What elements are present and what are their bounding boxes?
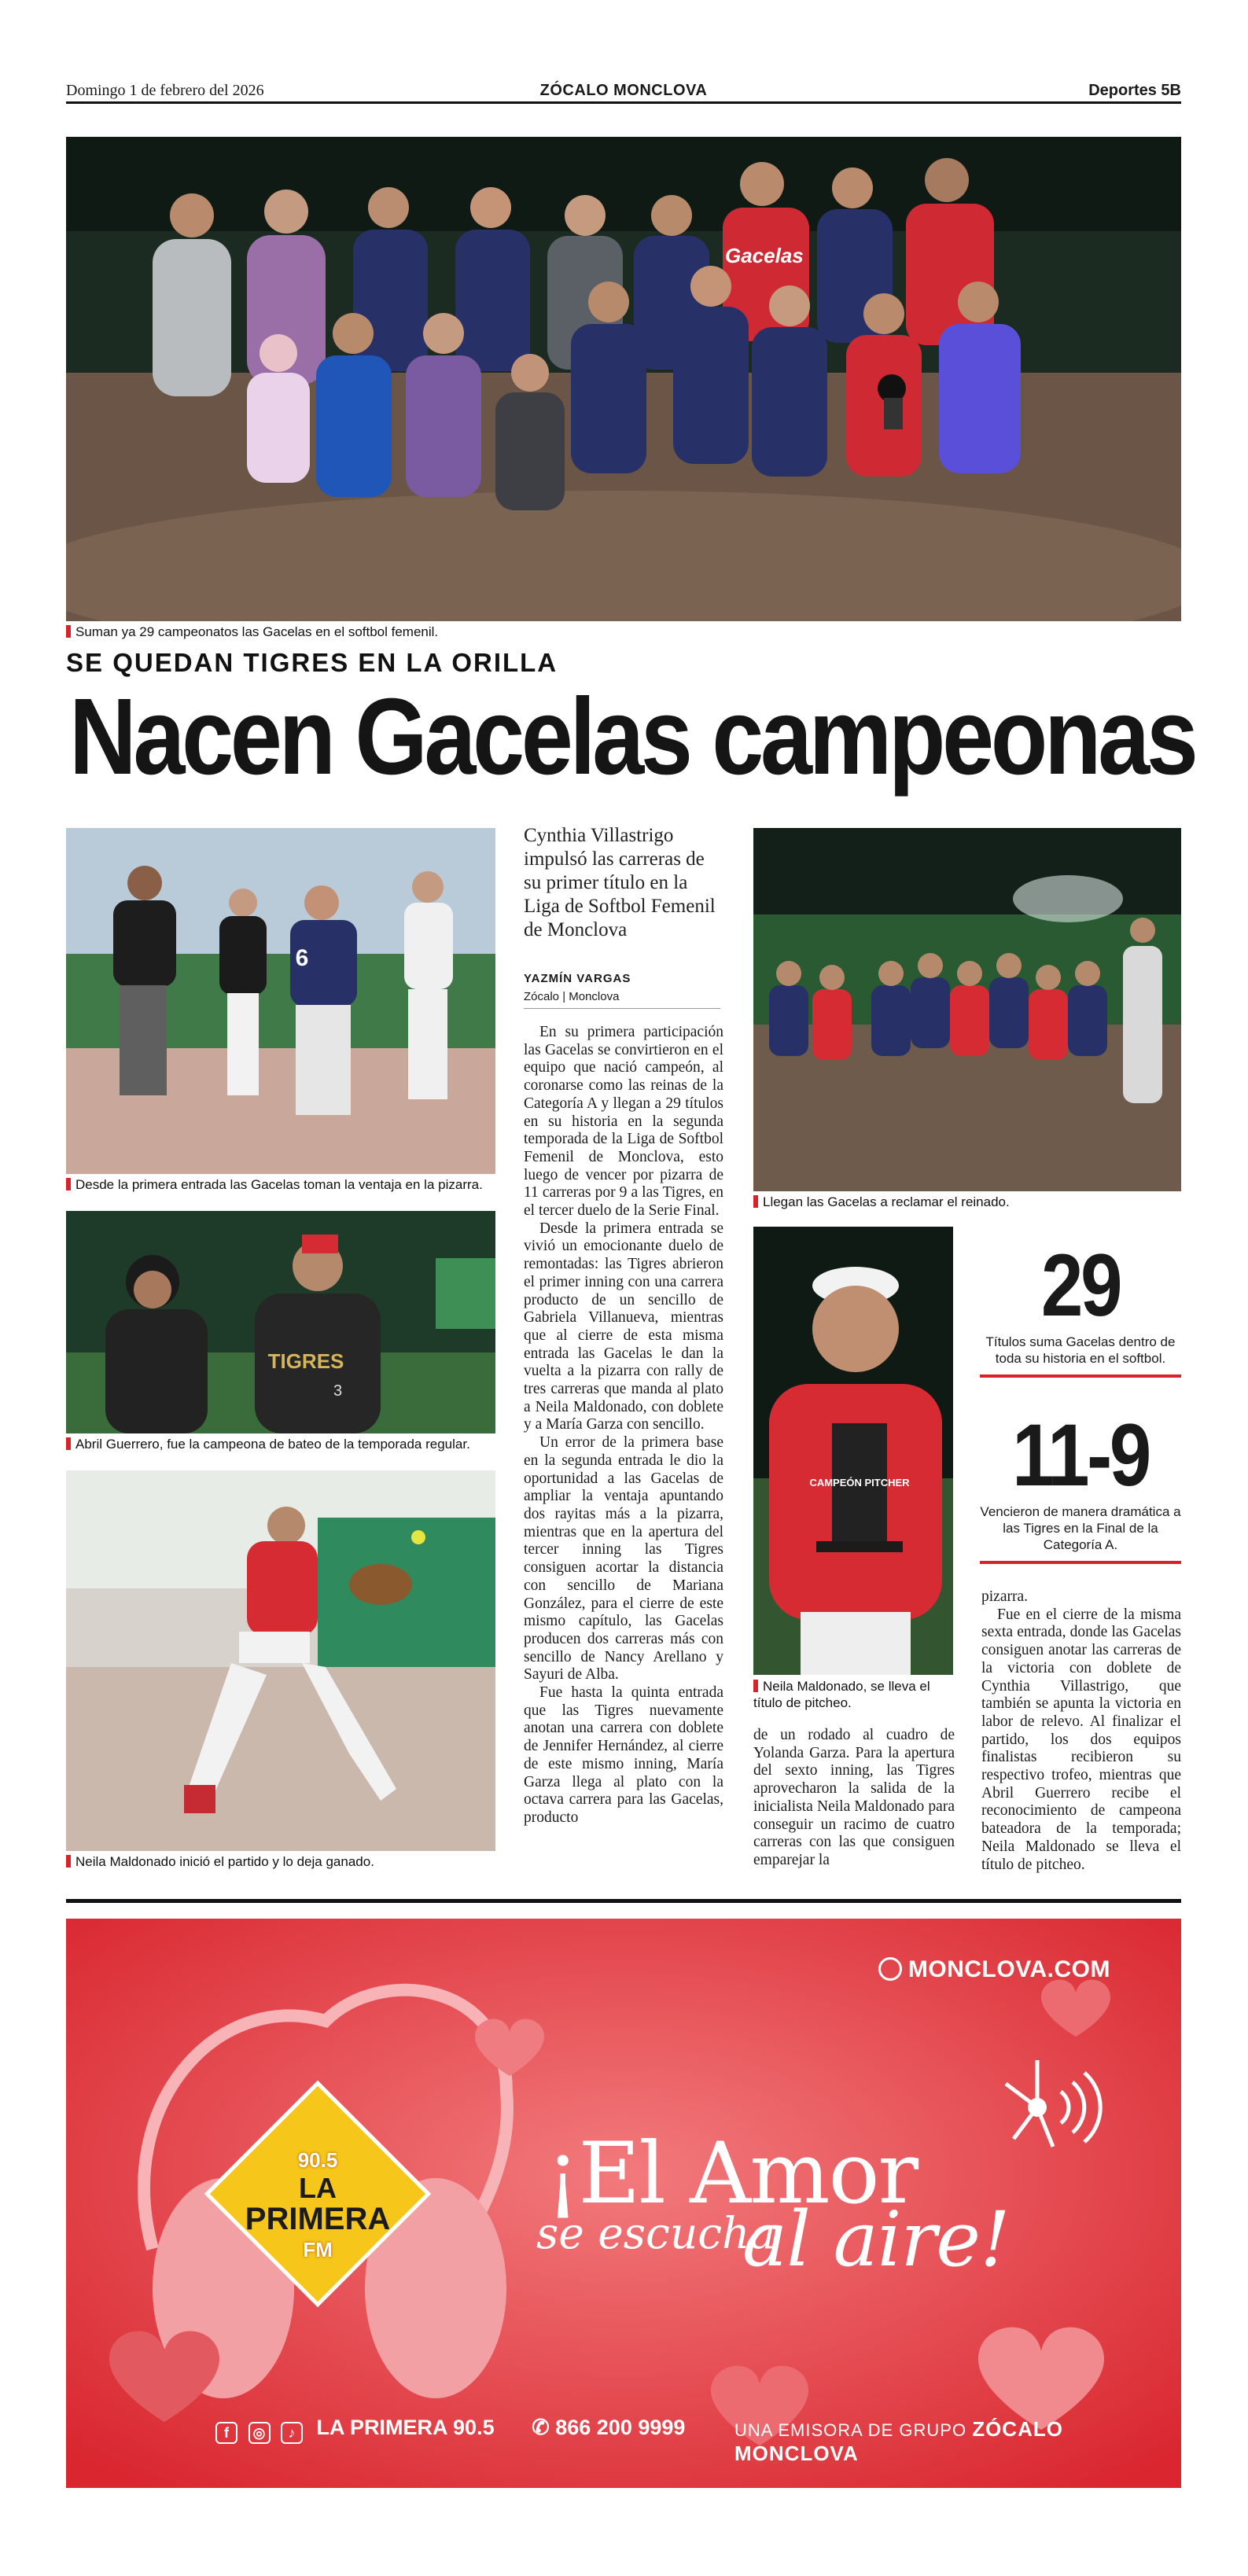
photo-neila-trophy	[753, 1227, 953, 1675]
body-paragraph: Desde la primera entrada se vivió un emocionante duelo de remontadas: las Tigres abrieron el primer inning con una carrera producto de un sencillo de Gabriela Villanueva, mientras que al cierre de esta misma entrada las Gacelas le dan la vuelta a la pizarra con rally de tres carreras que manda al plato a Neila Maldonado, con doblete y a María Garza con sencillo.	[524, 1220, 723, 1433]
article-deck: Cynthia Villastrigo impulsó las carreras de su primer título en la Liga de Softbol Femenil de Monclova	[524, 825, 716, 940]
team-photo	[66, 137, 1181, 621]
tiktok-icon[interactable]: ♪	[281, 2422, 303, 2444]
ad-slogan-line-2: se escucha	[536, 2208, 776, 2258]
ad-website[interactable]: MONCLOVA.COM	[878, 1956, 1110, 1983]
logo-frequency: 90.5	[297, 2148, 338, 2172]
la-primera-logo	[215, 2092, 420, 2296]
body-paragraph: de un rodado al cuadro de Yolanda Garza. Para la apertura del sexto inning, las Tigres aprovecharon la salida de la inicialista Neila Maldonado para conseguir un racimo de cuatro carreras con las que consiguen emparejar la	[753, 1727, 955, 1868]
page-header	[66, 77, 1181, 104]
fact-text: Títulos suma Gacelas dentro de toda su historia en el softbol.	[980, 1334, 1181, 1378]
caption-photo-5: Neila Maldonado, se lleva el título de pitcheo.	[753, 1679, 930, 1710]
byline-author: YAZMÍN VARGAS	[524, 972, 631, 985]
article-body-col-1	[524, 1024, 723, 1881]
caption-photo-2: Abril Guerrero, fue la campeona de bateo de la temporada regular.	[66, 1436, 506, 1452]
facebook-icon[interactable]: f	[215, 2422, 237, 2444]
photo-running-bases	[66, 828, 495, 1174]
photo-pitcher-throwing	[66, 1470, 495, 1851]
fact-box-titles	[980, 1236, 1181, 1378]
section-divider	[66, 1899, 1181, 1903]
caption-photo-4: Llegan las Gacelas a reclamar el reinado.	[753, 1194, 1178, 1210]
fact-number: 29	[1040, 1236, 1121, 1334]
photo-abril-guerrero	[66, 1211, 495, 1433]
ad-whatsapp-phone[interactable]: ✆ 866 200 9999	[532, 2416, 686, 2439]
article-body-col-2	[753, 1727, 955, 1870]
fact-box-score	[980, 1406, 1181, 1564]
photo-celebration	[753, 828, 1181, 1191]
header-section: Deportes 5B	[1088, 82, 1181, 99]
body-paragraph: Un error de la primera base en la segunda entrada le dio la oportunidad a las Gacelas de ampliar la ventaja apuntando dos rayitas más a la pizarra, mientras que en la apertura del tercer inning las Tigres consiguen acortar la distancia con sencillo de Mariana González, para el cierre de este mismo capítulo, las Gacelas producen dos carreras más con sencillo de Nancy Arellano y Sayuri de Alba.	[524, 1434, 723, 1684]
fact-number: 11-9	[1012, 1406, 1149, 1504]
team-photo-jersey-text: Gacelas	[725, 244, 804, 267]
body-paragraph: Fue en el cierre de la misma sexta entrada, donde las Gacelas consiguen anotar las carreras de la victoria con doblete de Cynthia Villastrigo, que también se apunta la victoria en labor de relevo. Al finalizar el partido, los dos equipos finalistas recibieron su respectivo trofeo, mientras que Abril Guerrero recibe el reconocimiento de campeona bateadora de la temporada; Neila Maldonado se lleva el título de pitcheo.	[981, 1606, 1181, 1873]
logo-primera: PRIMERA	[245, 2202, 391, 2236]
svg-text:6: 6	[295, 945, 309, 971]
radio-advertisement[interactable]	[66, 1919, 1181, 2488]
caption-photo-1: Desde la primera entrada las Gacelas toman la ventaja en la pizarra.	[66, 1176, 506, 1193]
logo-fm: FM	[303, 2238, 333, 2261]
globe-icon	[878, 1957, 902, 1981]
fact-text: Vencieron de manera dramática a las Tigres en la Final de la Categoría A.	[980, 1503, 1181, 1564]
article-body-col-3	[981, 1588, 1181, 1874]
ad-slogan-line-1: ¡El Amor	[546, 2125, 918, 2223]
body-paragraph: pizarra.	[981, 1588, 1028, 1605]
article-kicker: SE QUEDAN TIGRES EN LA ORILLA	[66, 648, 558, 677]
article-headline: Nacen Gacelas campeonas	[69, 676, 1195, 797]
caption-main-photo: Suman ya 29 campeonatos las Gacelas en el softbol femenil.	[66, 624, 617, 640]
instagram-icon[interactable]: ◎	[248, 2422, 271, 2444]
ad-slogan-line-3: al aire!	[742, 2195, 1010, 2283]
body-paragraph: En su primera participación las Gacelas se convirtieron en el equipo que nació campeón, al coronarse como las reinas de la Categoría A y llegan a 29 títulos en su historia en la segunda temporada de la Liga de Softbol Femenil de Monclova, esto luego de vencer por pizarra de 11 carreras por 9 a las Tigres, en el tercer duelo de la Serie Final.	[524, 1024, 723, 1220]
logo-la: LA	[299, 2172, 337, 2204]
ad-footer	[215, 2416, 1159, 2465]
ad-station-name: LA PRIMERA 90.5	[316, 2416, 495, 2439]
header-date: Domingo 1 de febrero del 2026	[66, 82, 264, 99]
caption-photo-3: Neila Maldonado inició el partido y lo deja ganado.	[66, 1853, 506, 1870]
byline	[524, 972, 720, 1009]
svg-text:3: 3	[333, 1382, 343, 1400]
broadcast-icon	[998, 2044, 1108, 2155]
header-paper-name: ZÓCALO MONCLOVA	[539, 82, 708, 99]
tigres-jersey-text: TIGRES	[267, 1349, 344, 1373]
ad-group-credit: UNA EMISORA DE GRUPO ZÓCALO MONCLOVA	[734, 2417, 1063, 2465]
byline-outlet: Zócalo | Monclova	[524, 990, 620, 1003]
body-paragraph: Fue hasta la quinta entrada que las Tigres nuevamente anotan una carrera con doblete de Jennifer Hernández, al cierre de este mismo inning, María Garza llega al plato con la octava carrera para las Gacelas, producto	[524, 1684, 723, 1826]
trophy-plate-text: CAMPEÓN PITCHER	[809, 1477, 910, 1489]
